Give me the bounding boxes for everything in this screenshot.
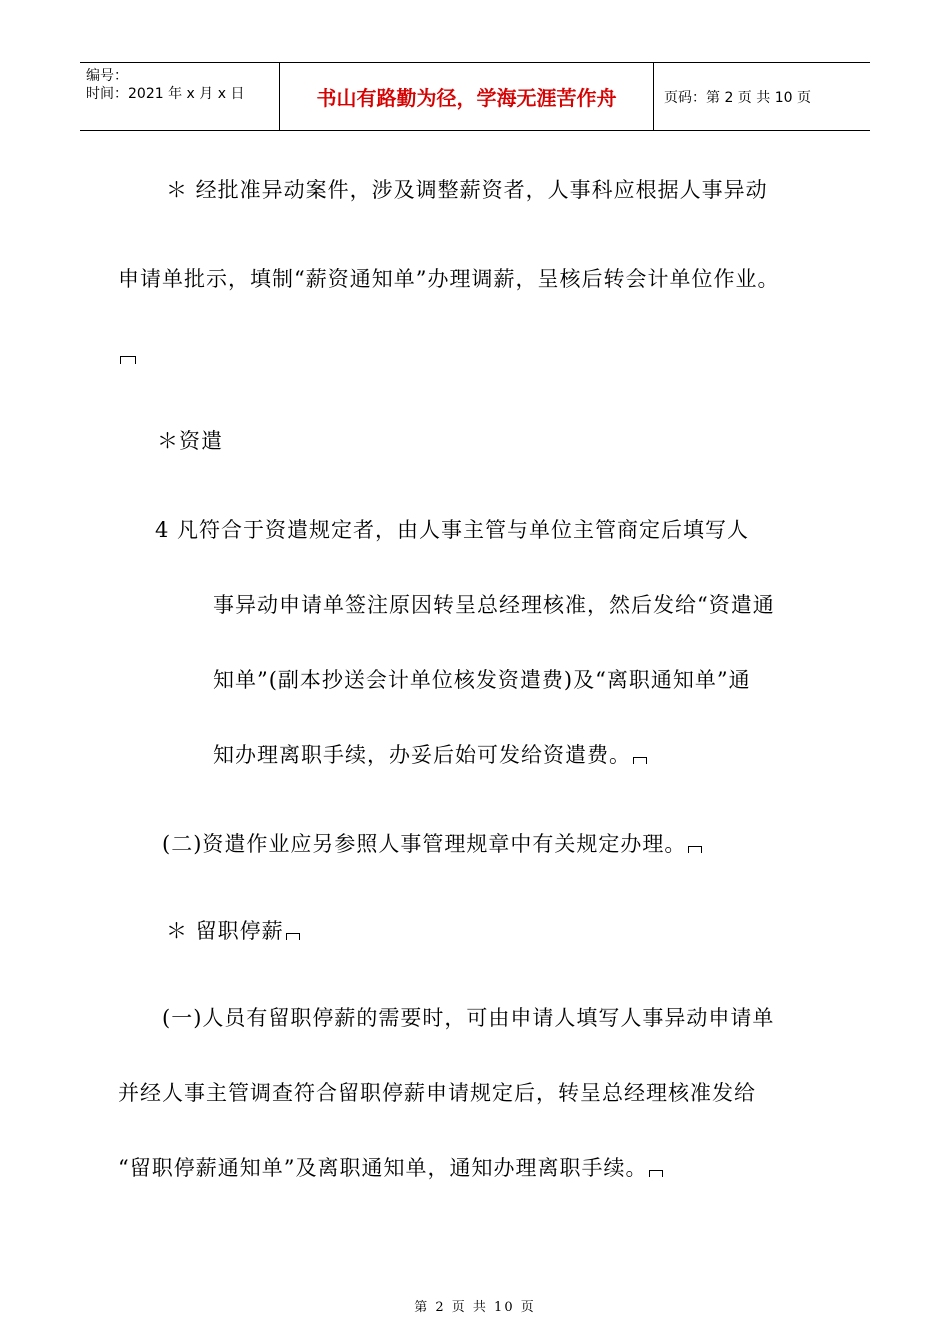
paragraph-line: 4 凡符合于资遣规定者，由人事主管与单位主管商定后填写人 bbox=[155, 518, 750, 542]
paragraph-mark-icon bbox=[120, 356, 136, 364]
paragraph-line: ＊ 经批准异动案件，涉及调整薪资者，人事科应根据人事异动 bbox=[166, 178, 768, 202]
paragraph-text: “留职停薪通知单”及离职通知单，通知办理离职手续。 bbox=[118, 1156, 648, 1180]
heading-text: ＊ 留职停薪 bbox=[166, 919, 284, 943]
document-time-label: 时间：2021 年 x 月 x 日 bbox=[86, 86, 245, 102]
paragraph-text: (二)资遣作业应另参照人事管理规章中有关规定办理。 bbox=[162, 832, 687, 856]
page-header bbox=[80, 62, 870, 131]
paragraph-mark-icon bbox=[649, 1170, 663, 1177]
header-motto: 书山有路勤为径，学海无涯苦作舟 bbox=[280, 63, 654, 130]
paragraph-line: (一)人员有留职停薪的需要时，可由申请人填写人事异动申请单 bbox=[162, 1006, 775, 1030]
header-meta bbox=[80, 63, 280, 130]
paragraph-mark-icon bbox=[633, 757, 647, 764]
paragraph-line: 知单”(副本抄送会计单位核发资遣费)及“离职通知单”通 bbox=[213, 668, 751, 692]
paragraph-line bbox=[213, 740, 647, 770]
section-heading bbox=[166, 916, 300, 946]
paragraph-line: 申请单批示，填制“薪资通知单”办理调薪，呈核后转会计单位作业。 bbox=[118, 267, 780, 291]
paragraph-line: 事异动申请单签注原因转呈总经理核准，然后发给“资遣通 bbox=[213, 593, 775, 617]
paragraph-line: 并经人事主管调查符合留职停薪申请规定后，转呈总经理核准发给 bbox=[118, 1081, 756, 1105]
paragraph-mark-icon bbox=[688, 846, 702, 853]
document-number-label: 编号： bbox=[86, 68, 128, 84]
section-heading: ＊资遣 bbox=[157, 429, 223, 453]
paragraph-mark-icon bbox=[286, 933, 300, 940]
paragraph-line bbox=[162, 829, 702, 859]
header-page-info: 页码：第 2 页 共 10 页 bbox=[664, 89, 811, 106]
page-footer: 第 2 页 共 10 页 bbox=[414, 1300, 536, 1315]
paragraph-line bbox=[118, 1153, 663, 1183]
paragraph-text: 知办理离职手续，办妥后始可发给资遣费。 bbox=[213, 743, 631, 767]
